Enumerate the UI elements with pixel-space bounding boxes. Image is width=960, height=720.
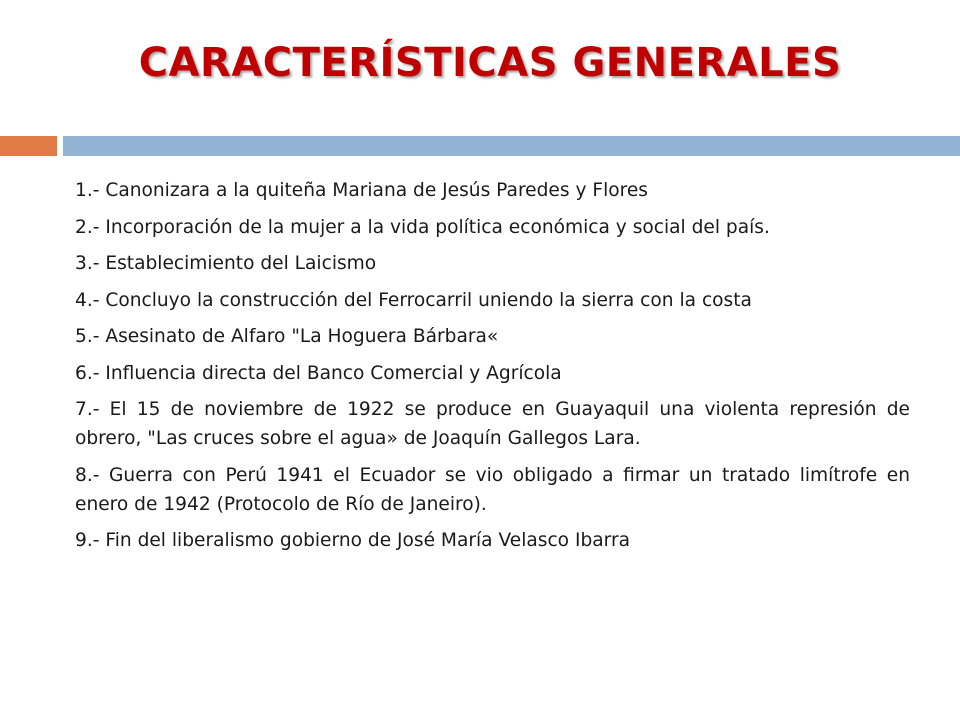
list-item: 2.- Incorporación de la mujer a la vida política económica y social del país. (75, 216, 770, 238)
list-item: 6.- Influencia directa del Banco Comercial y Agrícola (75, 362, 562, 384)
list-item: 8.- Guerra con Perú 1941 el Ecuador se vio obligado a firmar un tratado limítrofe en enero de 1942 (Protocolo de Río de Janeiro). (75, 464, 910, 515)
list-item: 4.- Concluyo la construcción del Ferrocarril uniendo la sierra con la costa (75, 289, 752, 311)
divider-bar (63, 136, 960, 156)
list-item: 1.- Canonizara a la quiteña Mariana de Jesús Paredes y Flores (75, 180, 648, 201)
accent-bar (0, 136, 57, 156)
list-item: 5.- Asesinato de Alfaro "La Hoguera Bárbara« (75, 326, 499, 347)
list-item: 9.- Fin del liberalismo gobierno de José María Velasco Ibarra (75, 530, 630, 551)
list-item: 7.- El 15 de noviembre de 1922 se produce en Guayaquil una violenta represión de obrero, "Las cruces sobre el agua» de Joaquín Gallegos Lara. (75, 399, 910, 449)
characteristics-list (75, 176, 910, 563)
slide-title: CARACTERÍSTICAS GENERALES (138, 40, 842, 86)
list-item: 3.- Establecimiento del Laicismo (75, 253, 377, 274)
